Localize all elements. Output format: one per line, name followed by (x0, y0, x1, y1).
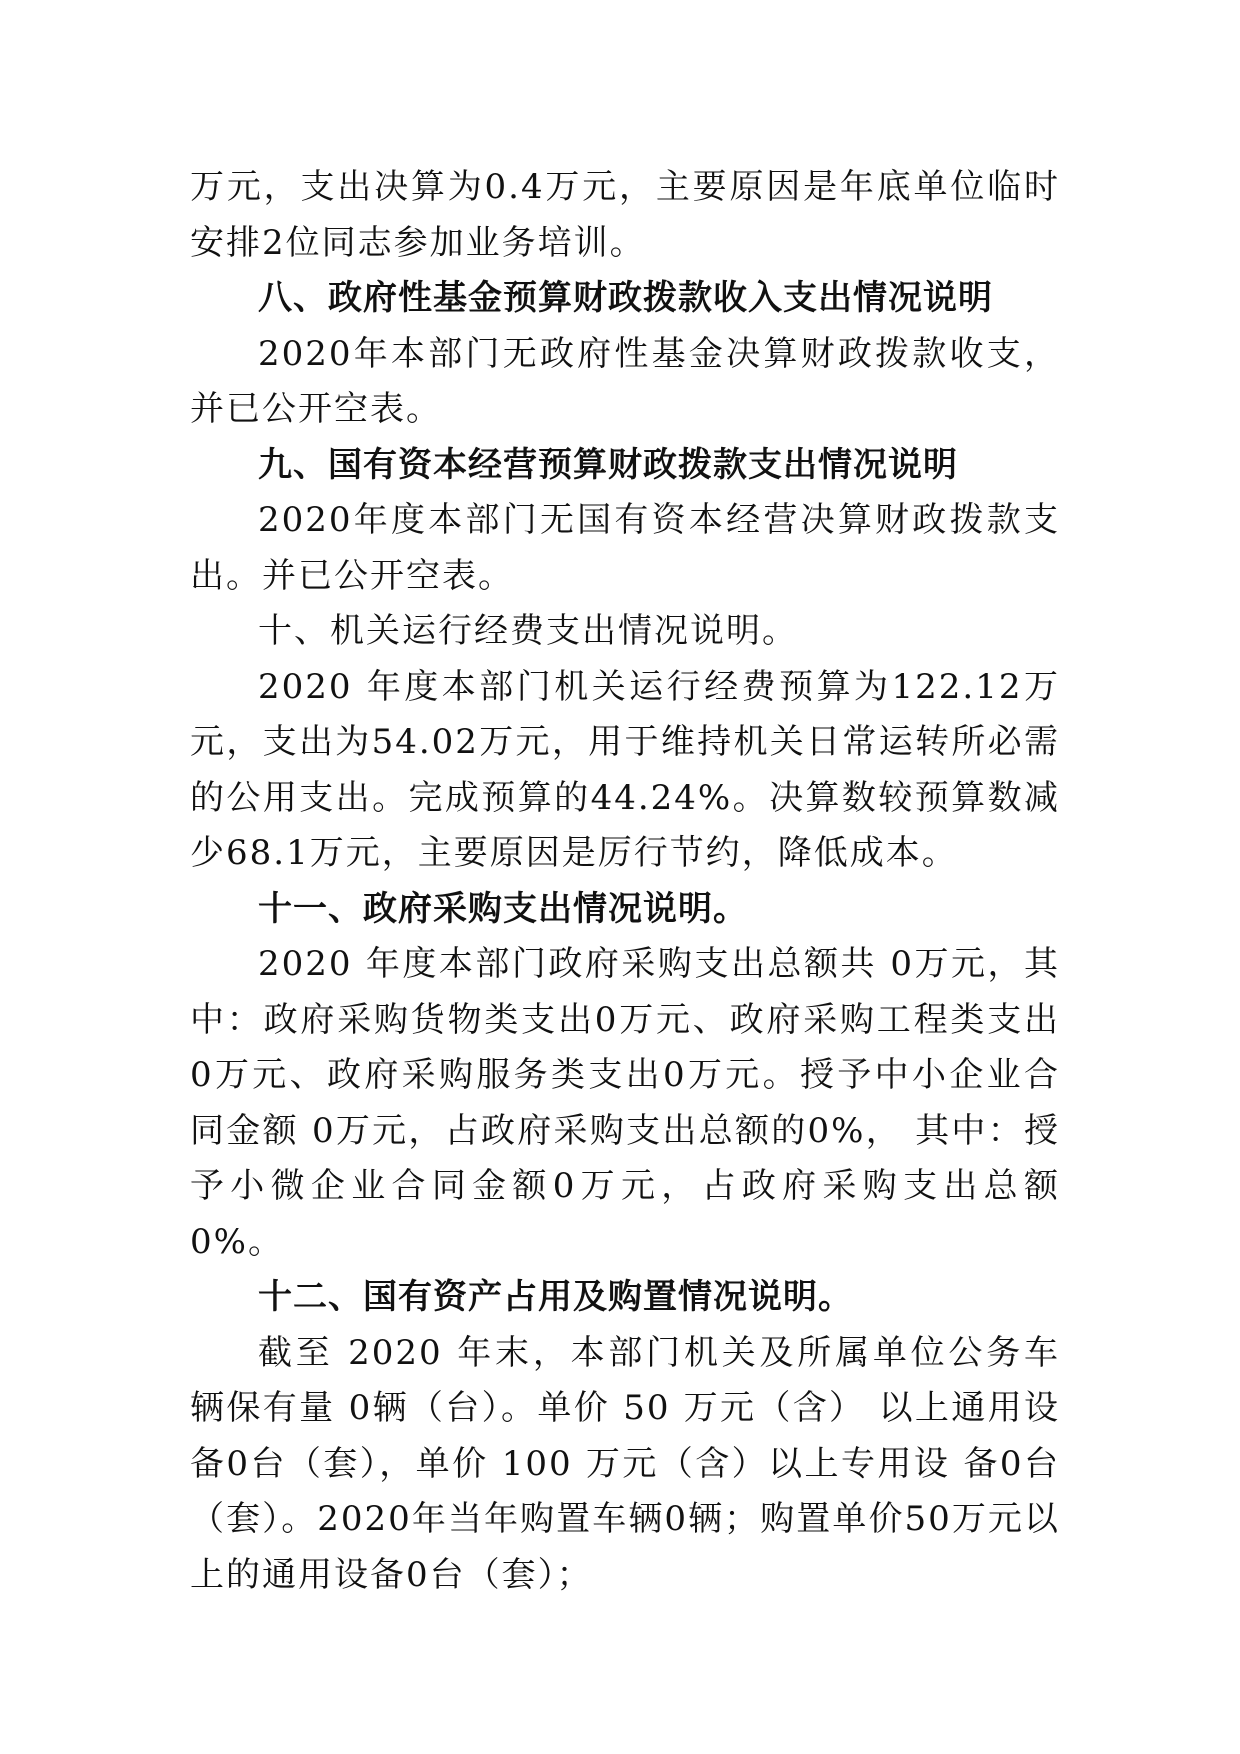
paragraph-operating-expenses: 2020 年度本部门机关运行经费预算为122.12万元，支出为54.02万元，用于维持机关日常运转所必需的公用支出。完成预算的44.24%。决算数较预算数减少68.1万元，主要原因是厉行节约，降低成本。 (190, 666, 1060, 873)
heading-section-8: 八、政府性基金预算财政拨款收入支出情况说明 (258, 278, 993, 318)
paragraph-procurement: 2020 年度本部门政府采购支出总额共 0万元，其中：政府采购货物类支出0万元、政府采购工程类支出0万元、政府采购服务类支出0万元。授予中小企业合同金额 0万元，占政府采购支出总额的0%， 其中：授予小微企业合同金额0万元，占政府采购支出总额 0%。 (190, 944, 1060, 1262)
paragraph-government-fund: 2020年本部门无政府性基金决算财政拨款收支，并已公开空表。 (190, 333, 1060, 429)
paragraph-training-expense: 万元，支出决算为0.4万元，主要原因是年底单位临时安排2位同志参加业务培训。 (190, 167, 1060, 263)
heading-section-12: 十二、国有资产占用及购置情况说明。 (258, 1277, 853, 1317)
heading-section-11: 十一、政府采购支出情况说明。 (258, 888, 748, 929)
paragraph-state-assets: 截至 2020 年末，本部门机关及所属单位公务车辆保有量 0辆（台）。单价 50 万元（含） 以上通用设备0台（套），单价 100 万元（含）以上专用设 备0台（套）。2020年当年购置车辆0辆；购置单价50万元以上的通用设备0台（套）； (190, 1332, 1060, 1595)
heading-section-9: 九、国有资本经营预算财政拨款支出情况说明 (258, 444, 958, 485)
heading-section-10: 十、机关运行经费支出情况说明。 (258, 611, 798, 651)
paragraph-state-capital: 2020年度本部门无国有资本经营决算财政拨款支出。并已公开空表。 (190, 500, 1060, 596)
document-page (190, 160, 1060, 1603)
